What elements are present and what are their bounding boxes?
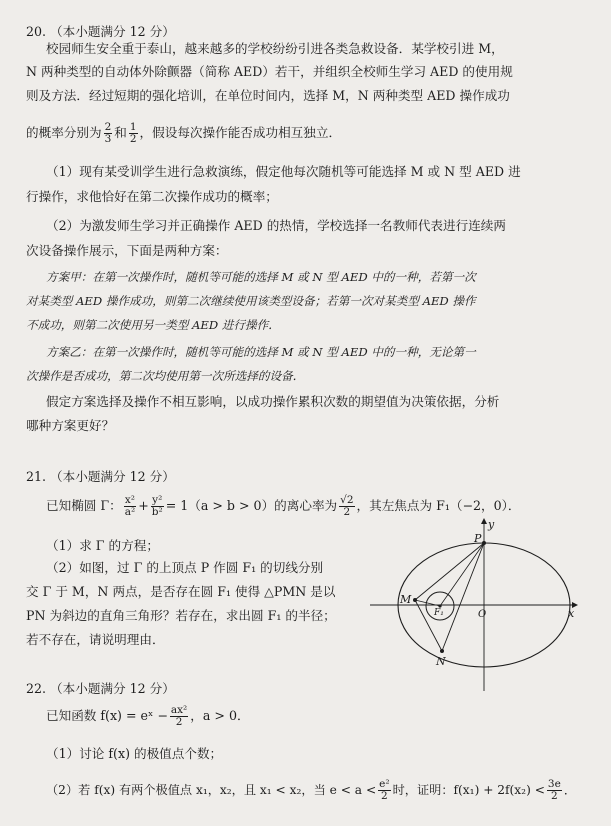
fraction-y2-b2: $\frac{\text{y²}}{\text{b²}}$ [151, 494, 163, 518]
fraction-one-half: $\frac{1}{2}$ [129, 121, 137, 145]
label-m: M [400, 593, 412, 606]
q22-sub2 [46, 776, 576, 804]
label-p: P [474, 532, 482, 545]
point-p [482, 541, 486, 545]
q22-sub2-end: ． [563, 783, 576, 797]
bleed-through-artifact [395, 112, 399, 126]
q20-para-line: 校园师生安全重于泰山，越来越多的学校纷纷引进各类急救设备．某学校引进 M， [46, 41, 504, 56]
q20-sub1: （1）现有某受训学生进行急救演练，假定他每次随机等可能选择 M 或 N 型 AED 进 [46, 164, 521, 179]
q20-title: 20. （本小题满分 12 分） [26, 24, 175, 39]
q22-title: 22. （本小题满分 12 分） [26, 681, 175, 696]
q21-sub2: 交 Γ 于 M，N 两点，是否存在圆 F₁ 使得 △PMN 是以 [26, 584, 336, 599]
ellipse-figure [360, 515, 580, 695]
q20-plan-a: 对某类型 AED 操作成功，则第二次继续使用该类型设备；若第一次对某类型 AED 操作 [26, 294, 476, 308]
label-n: N [436, 655, 446, 668]
q20-and: 和 [114, 125, 127, 140]
q22-sub1: （1）讨论 f(x) 的极值点个数； [46, 746, 223, 761]
q21-title: 21. （本小题满分 12 分） [26, 469, 175, 484]
q20-conclusion: 哪种方案更好？ [26, 418, 115, 433]
plus-sign: + [138, 498, 149, 513]
point-m [413, 598, 417, 602]
y-axis-arrow-icon [481, 518, 487, 524]
q20-sub2: （2）为激发师生学习并正确操作 AED 的热情，学校选择一名教师代表进行连续两 [46, 218, 506, 233]
fraction-ax2-2: $\frac{\text{ax²}}{2}$ [170, 704, 188, 728]
segment-pm [415, 543, 484, 600]
q20-prob-prefix: 的概率分别为 [26, 125, 102, 140]
q20-plan-b: 方案乙：在第一次操作时，随机等可能的选择 M 或 N 型 AED 中的一种，无论第一 [46, 345, 476, 359]
label-o: O [478, 609, 487, 620]
q22-sub2-prefix: （2）若 f(x) 有两个极值点 x₁，x₂，且 x₁ < x₂，当 e < a < [46, 783, 377, 797]
q20-plan-a: 方案甲：在第一次操作时，随机等可能的选择 M 或 N 型 AED 中的一种，若第一次 [46, 270, 476, 284]
label-f1: F₁ [434, 608, 444, 618]
label-y: y [488, 518, 495, 531]
label-x: x [568, 607, 575, 620]
fraction-sqrt2-2: $\frac{√2}{2}$ [340, 494, 354, 518]
q21-suffix: ，其左焦点为 F₁（−2，0）． [356, 498, 521, 513]
q21-sub2: PN 为斜边的直角三角形？若存在，求出圆 F₁ 的半径； [26, 608, 336, 623]
q22-function-line [46, 702, 250, 730]
q20-prob-suffix: ，假设每次操作能否成功相互独立． [139, 125, 342, 140]
q20-sub1: 行操作，求他恰好在第二次操作成功的概率； [26, 189, 278, 204]
q21-mid: = 1（a > b > 0）的离心率为 [165, 498, 338, 513]
q20-plan-a: 不成功，则第二次使用另一类型 AED 进行操作． [26, 318, 280, 332]
segment-pn [442, 543, 487, 651]
fraction-e2-2: $\frac{\text{e²}}{2}$ [379, 778, 390, 802]
q20-plan-b: 次操作是否成功，第二次均使用第一次所选择的设备． [26, 369, 305, 383]
q21-sub2: （2）如图，过 Γ 的上顶点 P 作圆 F₁ 的切线分别 [46, 560, 324, 575]
q22-sub2-mid: 时，证明：f(x₁) + 2f(x₂) < [392, 783, 545, 797]
fraction-two-thirds: $\frac{2}{3}$ [104, 121, 112, 145]
q21-prefix: 已知椭圆 Γ： [46, 498, 122, 513]
segment-pf1 [440, 543, 484, 606]
q22-prefix: 已知函数 f(x) = eˣ − [46, 708, 168, 723]
fraction-3e-2: $\frac{3e}{2}$ [547, 778, 561, 802]
q20-sub2: 次设备操作展示，下面是两种方案： [26, 243, 228, 258]
q21-sub1: （1）求 Γ 的方程； [46, 538, 159, 553]
q20-conclusion: 假定方案选择及操作不相互影响，以成功操作累积次数的期望值为决策依据，分析 [46, 394, 500, 409]
q20-probability-line [26, 120, 341, 146]
q20-para-line: N 两种类型的自动体外除颤器（简称 AED）若干，并组织全校师生学习 AED 的使用规 [26, 64, 513, 79]
point-n [440, 649, 444, 653]
q22-suffix: ，a > 0． [190, 708, 250, 723]
fraction-x2-a2: $\frac{\text{x²}}{\text{a²}}$ [124, 494, 136, 518]
q20-para-line: 则及方法．经过短期的强化培训，在单位时间内，选择 M，N 两种类型 AED 操作成功 [26, 88, 510, 103]
q21-sub2: 若不存在，请说明理由． [26, 632, 165, 647]
